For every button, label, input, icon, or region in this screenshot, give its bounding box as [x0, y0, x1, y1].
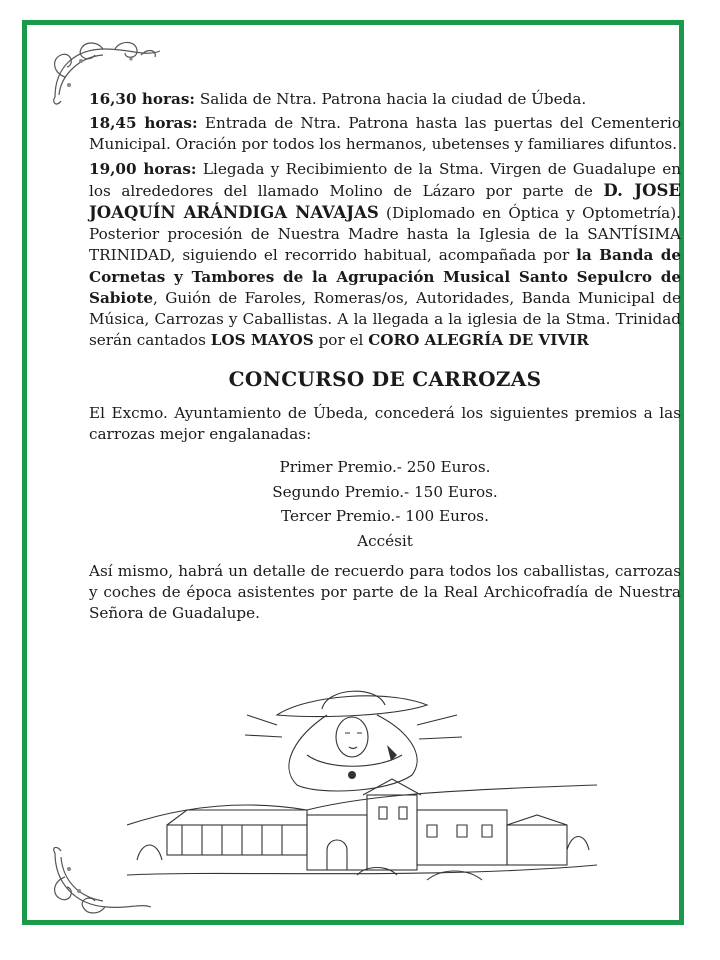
contest-title: CONCURSO DE CARROZAS: [228, 367, 542, 392]
schedule-text: (Diplomado en Óptica y Optometría). Posterior procesión de Nuestra Madre hasta la Iglesia de la SANTÍSIMA TRINIDAD, siguiendo el recorrido habitual, acompañada por: [89, 204, 681, 265]
prize-item: Primer Premio.- 250 Euros.: [279, 458, 491, 477]
schedule-text: , Guión de Faroles, Romeras/os, Autoridades, Banda Municipal de Música, Carrozas y Caballistas. A la llegada a la iglesia de la Stma. Trinidad serán cantados: [89, 288, 681, 350]
virgin-sanctuary-illustration-icon: [127, 675, 597, 895]
document-body: [89, 89, 681, 628]
contest-intro: El Excmo. Ayuntamiento de Úbeda, concederá los siguientes premios a las carrozas mejor engalanadas:: [89, 403, 681, 443]
schedule-time: 16,30 horas:: [89, 90, 196, 108]
prize-list: [89, 455, 681, 553]
schedule-entry-3: [89, 159, 681, 352]
schedule-text: Salida de Ntra. Patrona hacia la ciudad de Úbeda.: [195, 90, 587, 108]
schedule-text: Entrada de Ntra. Patrona hasta las puertas del Cementerio Municipal. Oración por todos los hermanos, ubetenses y familiares difuntos.: [89, 114, 681, 154]
mayos-name: LOS MAYOS: [210, 331, 314, 350]
schedule-time: 18,45 horas:: [89, 114, 198, 133]
closing-paragraph: Así mismo, habrá un detalle de recuerdo para todos los caballistas, carrozas y coches de época asistentes por parte de la Real Archicofradía de Nuestra Señora de Guadalupe.: [89, 562, 681, 623]
page-border: [22, 20, 684, 925]
schedule-text: Llegada y Recibimiento de la Stma. Virgen de Guadalupe en los alrededores del llamado Molino de Lázaro por parte de: [89, 159, 681, 200]
prize-item: Segundo Premio.- 150 Euros.: [272, 482, 498, 501]
schedule-time: 19,00 horas:: [89, 159, 197, 178]
choir-name: CORO ALEGRÍA DE VIVIR: [368, 331, 589, 350]
schedule-entry-1: [89, 89, 681, 110]
prize-item: Accésit: [357, 531, 413, 550]
band-name: la Banda de Cornetas y Tambores de la Agrupación Musical Santo Sepulcro de Sabiote: [89, 246, 681, 307]
honoree-name: D. JOSE JOAQUÍN ARÁNDIGA NAVAJAS: [89, 180, 681, 223]
schedule-entry-2: [89, 113, 681, 155]
schedule-text: por el: [313, 331, 369, 350]
prize-item: Tercer Premio.- 100 Euros.: [281, 507, 489, 526]
